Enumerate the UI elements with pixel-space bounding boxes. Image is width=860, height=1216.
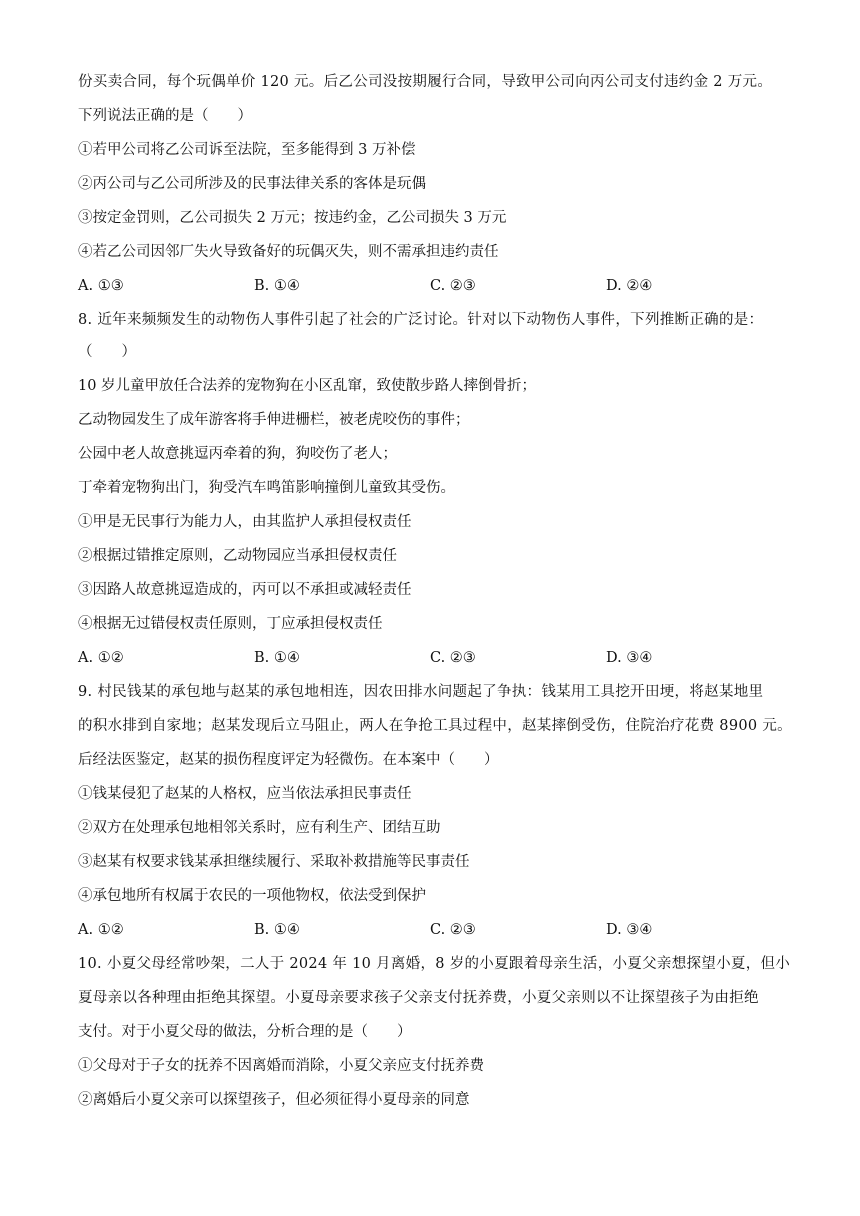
q9-stem-line-1: 9. 村民钱某的承包地与赵某的承包地相连，因农田排水问题起了争执：钱某用工具挖开田埂，将赵某地里 [78,684,764,700]
q8-option-c[interactable]: C. ②③ [430,650,476,666]
q7-option-d[interactable]: D. ②④ [606,278,653,294]
q7-option-b[interactable]: B. ①④ [254,278,300,294]
q9-item-4: ④承包地所有权属于农民的一项他物权，依法受到保护 [78,888,426,904]
q8-case-2: 乙动物园发生了成年游客将手伸进栅栏，被老虎咬伤的事件； [78,412,470,428]
q7-item-4: ④若乙公司因邻厂失火导致备好的玩偶灭失，则不需承担违约责任 [78,244,499,260]
q10-item-1: ①父母对于子女的抚养不因离婚而消除，小夏父亲应支付抚养费 [78,1058,484,1074]
q8-stem: 8. 近年来频频发生的动物伤人事件引起了社会的广泛讨论。针对以下动物伤人事件，下列推断正确的是： [78,312,764,328]
q7-option-c[interactable]: C. ②③ [430,278,476,294]
q10-stem-line-1: 10. 小夏父母经常吵架，二人于 2024 年 10 月离婚，8 岁的小夏跟着母亲生活，小夏父亲想探望小夏，但小 [78,956,791,972]
q7-option-a[interactable]: A. ①③ [78,278,124,294]
q7-item-1: ①若甲公司将乙公司诉至法院，至多能得到 3 万补偿 [78,142,416,158]
q9-item-1: ①钱某侵犯了赵某的人格权，应当依法承担民事责任 [78,786,412,802]
q8-item-2: ②根据过错推定原则，乙动物园应当承担侵权责任 [78,548,397,564]
q7-ask: 下列说法正确的是（ ） [78,108,252,124]
q9-item-2: ②双方在处理承包地相邻关系时，应有利生产、团结互助 [78,820,441,836]
q9-option-a[interactable]: A. ①② [78,922,124,938]
q8-option-d[interactable]: D. ③④ [606,650,653,666]
q10-stem-line-3: 支付。对于小夏父母的做法，分析合理的是（ ） [78,1024,412,1040]
q8-option-b[interactable]: B. ①④ [254,650,300,666]
q9-item-3: ③赵某有权要求钱某承担继续履行、采取补救措施等民事责任 [78,854,470,870]
q7-item-2: ②丙公司与乙公司所涉及的民事法律关系的客体是玩偶 [78,176,426,192]
q9-options [78,920,798,940]
q8-case-1: 10 岁儿童甲放任合法养的宠物狗在小区乱窜，致使散步路人摔倒骨折； [78,378,537,394]
q9-option-b[interactable]: B. ①④ [254,922,300,938]
q8-item-4: ④根据无过错侵权责任原则，丁应承担侵权责任 [78,616,383,632]
q10-stem-line-2: 夏母亲以各种理由拒绝其探望。小夏母亲要求孩子父亲支付抚养费，小夏父亲则以不让探望孩子为由拒绝 [78,990,759,1006]
q9-option-c[interactable]: C. ②③ [430,922,476,938]
q9-stem-line-3: 后经法医鉴定，赵某的损伤程度评定为轻微伤。在本案中（ ） [78,752,499,768]
q8-case-3: 公园中老人故意挑逗丙牵着的狗，狗咬伤了老人； [78,446,397,462]
q8-item-3: ③因路人故意挑逗造成的，丙可以不承担或减轻责任 [78,582,412,598]
q8-options [78,648,798,668]
q7-stem-continuation: 份买卖合同，每个玩偶单价 120 元。后乙公司没按期履行合同，导致甲公司向丙公司支付违约金 2 万元。 [78,74,773,90]
q9-option-d[interactable]: D. ③④ [606,922,653,938]
q9-stem-line-2: 的积水排到自家地；赵某发现后立马阻止，两人在争抢工具过程中，赵某摔倒受伤，住院治疗花费 8900 元。 [78,718,792,734]
q7-item-3: ③按定金罚则，乙公司损失 2 万元；按违约金，乙公司损失 3 万元 [78,210,507,226]
q8-stem-blank: （ ） [78,344,136,360]
q8-item-1: ①甲是无民事行为能力人，由其监护人承担侵权责任 [78,514,412,530]
q10-item-2: ②离婚后小夏父亲可以探望孩子，但必须征得小夏母亲的同意 [78,1092,470,1108]
q7-options [78,276,798,296]
q8-case-4: 丁牵着宠物狗出门，狗受汽车鸣笛影响撞倒儿童致其受伤。 [78,480,455,496]
q8-option-a[interactable]: A. ①② [78,650,124,666]
